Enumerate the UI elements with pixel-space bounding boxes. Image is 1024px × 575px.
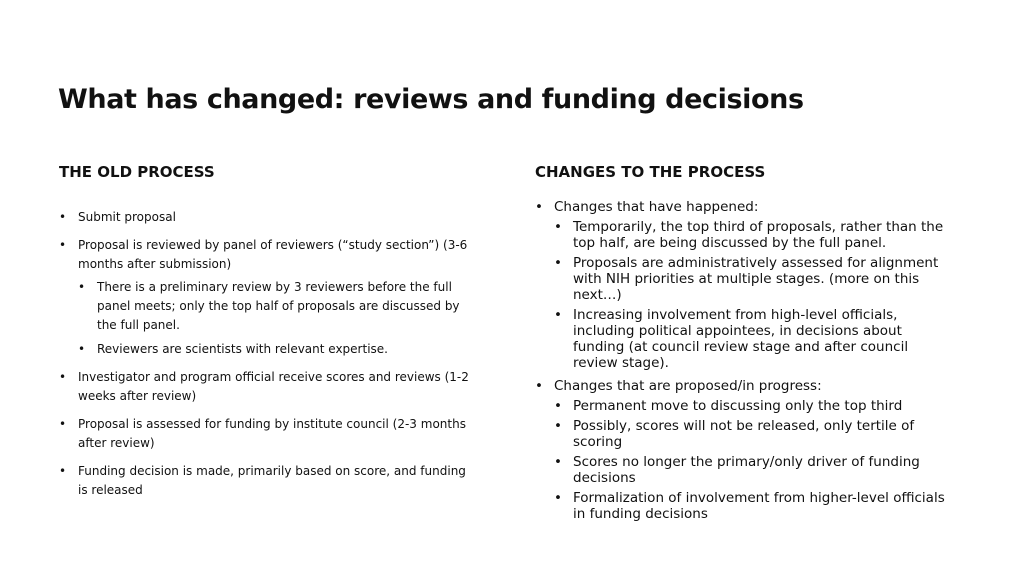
- changes-column: [535, 163, 955, 529]
- sub-list-item-text: Increasing involvement from high-level officials, including political appointees, in decisions about funding (at council review stage and after council review stage).: [573, 307, 909, 371]
- sub-list-item-text: Reviewers are scientists with relevant expertise.: [97, 342, 388, 356]
- old-process-list: [59, 208, 479, 500]
- list-item-text: Investigator and program official receive scores and reviews (1-2 weeks after review): [78, 370, 469, 403]
- sub-list-item-text: There is a preliminary review by 3 reviewers before the full panel meets; only the top half of proposals are discussed by the full panel.: [97, 280, 460, 332]
- sub-list-item: [97, 340, 479, 359]
- sub-list-item: [573, 219, 955, 251]
- sub-list-item: [573, 418, 955, 450]
- sub-list-item: [573, 255, 955, 303]
- sub-list-item: [573, 454, 955, 486]
- list-item: [78, 236, 479, 359]
- changes-heading: CHANGES TO THE PROCESS: [535, 163, 766, 181]
- sub-list-item-text: Formalization of involvement from higher-level officials in funding decisions: [573, 490, 945, 522]
- sub-list-item-text: Temporarily, the top third of proposals, rather than the top half, are being discussed by the full panel.: [573, 219, 944, 251]
- list-item: [78, 462, 479, 500]
- sub-list-item-text: Scores no longer the primary/only driver of funding decisions: [573, 454, 920, 486]
- slide-title: What has changed: reviews and funding decisions: [58, 84, 804, 115]
- list-item: [554, 378, 955, 522]
- list-item: [554, 199, 955, 371]
- list-item-text: Changes that are proposed/in progress:: [554, 378, 822, 394]
- list-item: [78, 368, 479, 406]
- sub-list-item-text: Proposals are administratively assessed for alignment with NIH priorities at multiple stages. (more on this next…): [573, 255, 939, 303]
- sub-list-item: [573, 307, 955, 371]
- sub-list-item: [573, 398, 955, 414]
- sub-list-item-text: Possibly, scores will not be released, only tertile of scoring: [573, 418, 915, 450]
- sub-list: [554, 219, 955, 371]
- sub-list: [78, 278, 479, 359]
- changes-list: [535, 199, 955, 522]
- list-item-text: Funding decision is made, primarily based on score, and funding is released: [78, 464, 466, 497]
- old-process-heading: THE OLD PROCESS: [59, 163, 215, 181]
- old-process-column: [59, 163, 479, 509]
- sub-list-item: [573, 490, 955, 522]
- list-item-text: Submit proposal: [78, 210, 176, 224]
- list-item-text: Proposal is reviewed by panel of reviewers (“study section”) (3-6 months after submission): [78, 238, 468, 271]
- list-item-text: Proposal is assessed for funding by institute council (2-3 months after review): [78, 417, 466, 450]
- sub-list-item-text: Permanent move to discussing only the top third: [573, 398, 903, 414]
- sub-list-item: [97, 278, 479, 335]
- sub-list: [554, 398, 955, 522]
- list-item: [78, 208, 479, 227]
- list-item-text: Changes that have happened:: [554, 199, 759, 215]
- list-item: [78, 415, 479, 453]
